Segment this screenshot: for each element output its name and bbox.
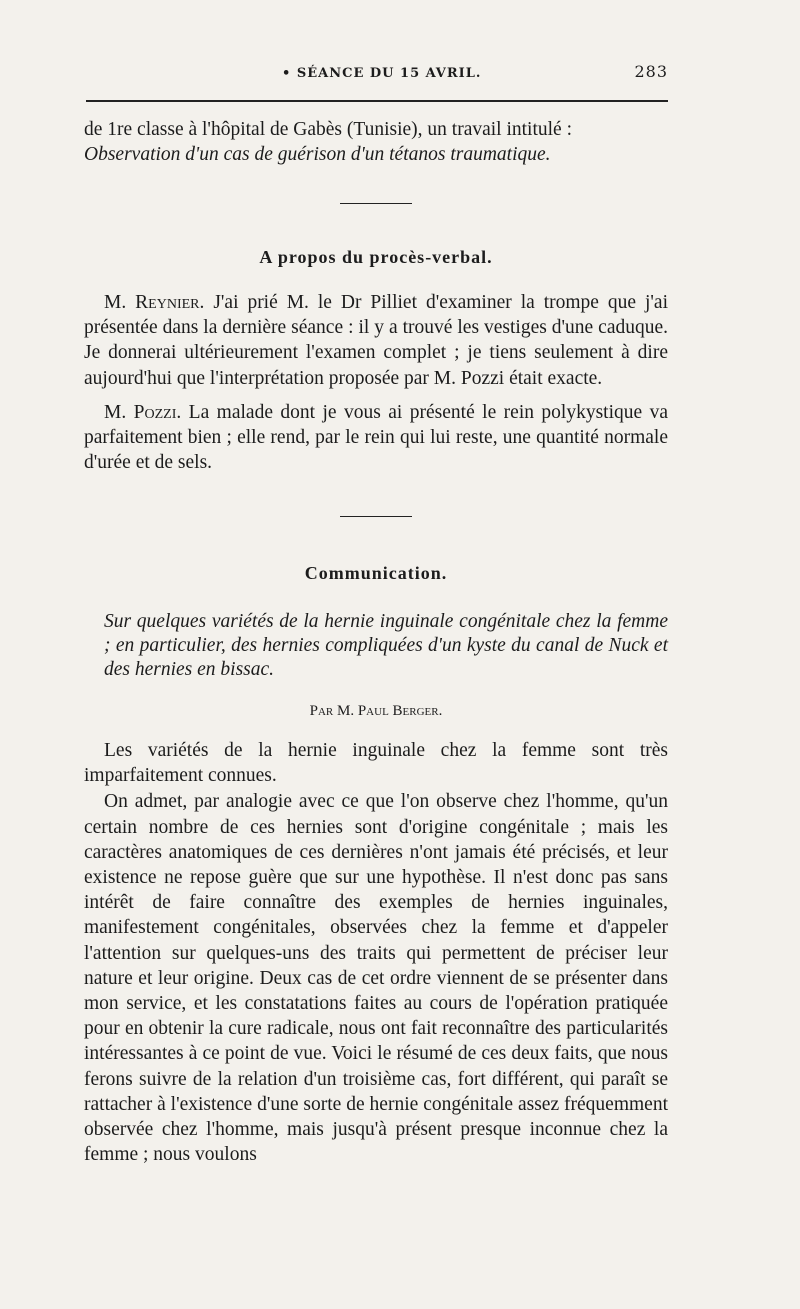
reynier-paragraph [84,290,668,391]
separator-rule [340,516,412,517]
proces-verbal-body [84,290,668,475]
section-title-communication: Communication. [304,563,448,583]
separator-rule [340,203,412,204]
body-paragraph: On admet, par analogie avec ce que l'on observe chez l'homme, qu'un certain nombre de ces hernies sont d'origine congénitale ; mais les caractères anatomiques de ces dernières n'ont jamais été précisés, et leur existence ne repose guère que sur une hypothèse. Il n'est donc pas sans intérêt de faire connaître des exemples de hernies inguinales, manifestement congénitales, observées chez la femme et d'appeler l'attention sur quelques-uns des traits qui permettent de préciser leur nature et leur origine. Deux cas de cet ordre viennent de se présenter dans mon service, et les constatations faites au cours de l'opération pratiquée pour en obtenir la cure radicale, nous ont fait reconnaître des particularités intéressantes à ce point de vue. Voici le résumé de ces deux faits, que nous ferons suivre de la relation d'un troisième cas, fort différent, qui paraît se rattacher à l'existence d'une sorte de hernie congénitale assez fréquemment observée chez l'homme, mais jusqu'à présent presque inconnue chez la femme ; nous voulons [84,791,668,1166]
page-number: 283 [634,62,668,81]
speaker-name: M. Pozzi. [104,401,182,423]
body-paragraph: Les variétés de la hernie inguinale chez la femme sont très imparfaitement connues. [84,740,668,787]
running-title: • SÉANCE DU 15 AVRIL. [282,66,482,81]
paragraph-text: La malade dont je vous ai présenté le rein polykystique va parfaitement bien ; elle rend, par le rein qui lui reste, une quantité normale d'urée et de sels. [84,401,669,474]
header-rule [86,100,668,102]
paragraph-text: J'ai prié M. le Dr Pilliet d'examiner la trompe que j'ai présentée dans la dernière séance : il y a trouvé les vestiges d'une caduque. Je donnerai ultérieurement l'examen complet ; je tiens seulement à dire aujourd'hui que l'interprétation proposée par M. Pozzi était exacte. [84,292,669,389]
pozzi-paragraph [84,400,668,476]
intro-line: de 1re classe à l'hôpital de Gabès (Tunisie), un travail intitulé : [84,119,573,140]
article-title: Sur quelques variétés de la hernie inguinale congénitale chez la femme ; en particulier, des hernies compliquées d'un kyste du canal de Nuck et des hernies en bissac. [104,611,668,680]
byline [84,703,668,720]
section-title-proces-verbal: A propos du procès-verbal. [259,247,493,267]
speaker-name: M. Reynier. [104,292,205,313]
communication-body [84,738,668,1167]
intro-work-title: Observation d'un cas de guérison d'un tétanos traumatique. [84,144,551,166]
intro-paragraph [84,117,668,167]
byline-text: Par M. Paul Berger. [309,703,443,719]
